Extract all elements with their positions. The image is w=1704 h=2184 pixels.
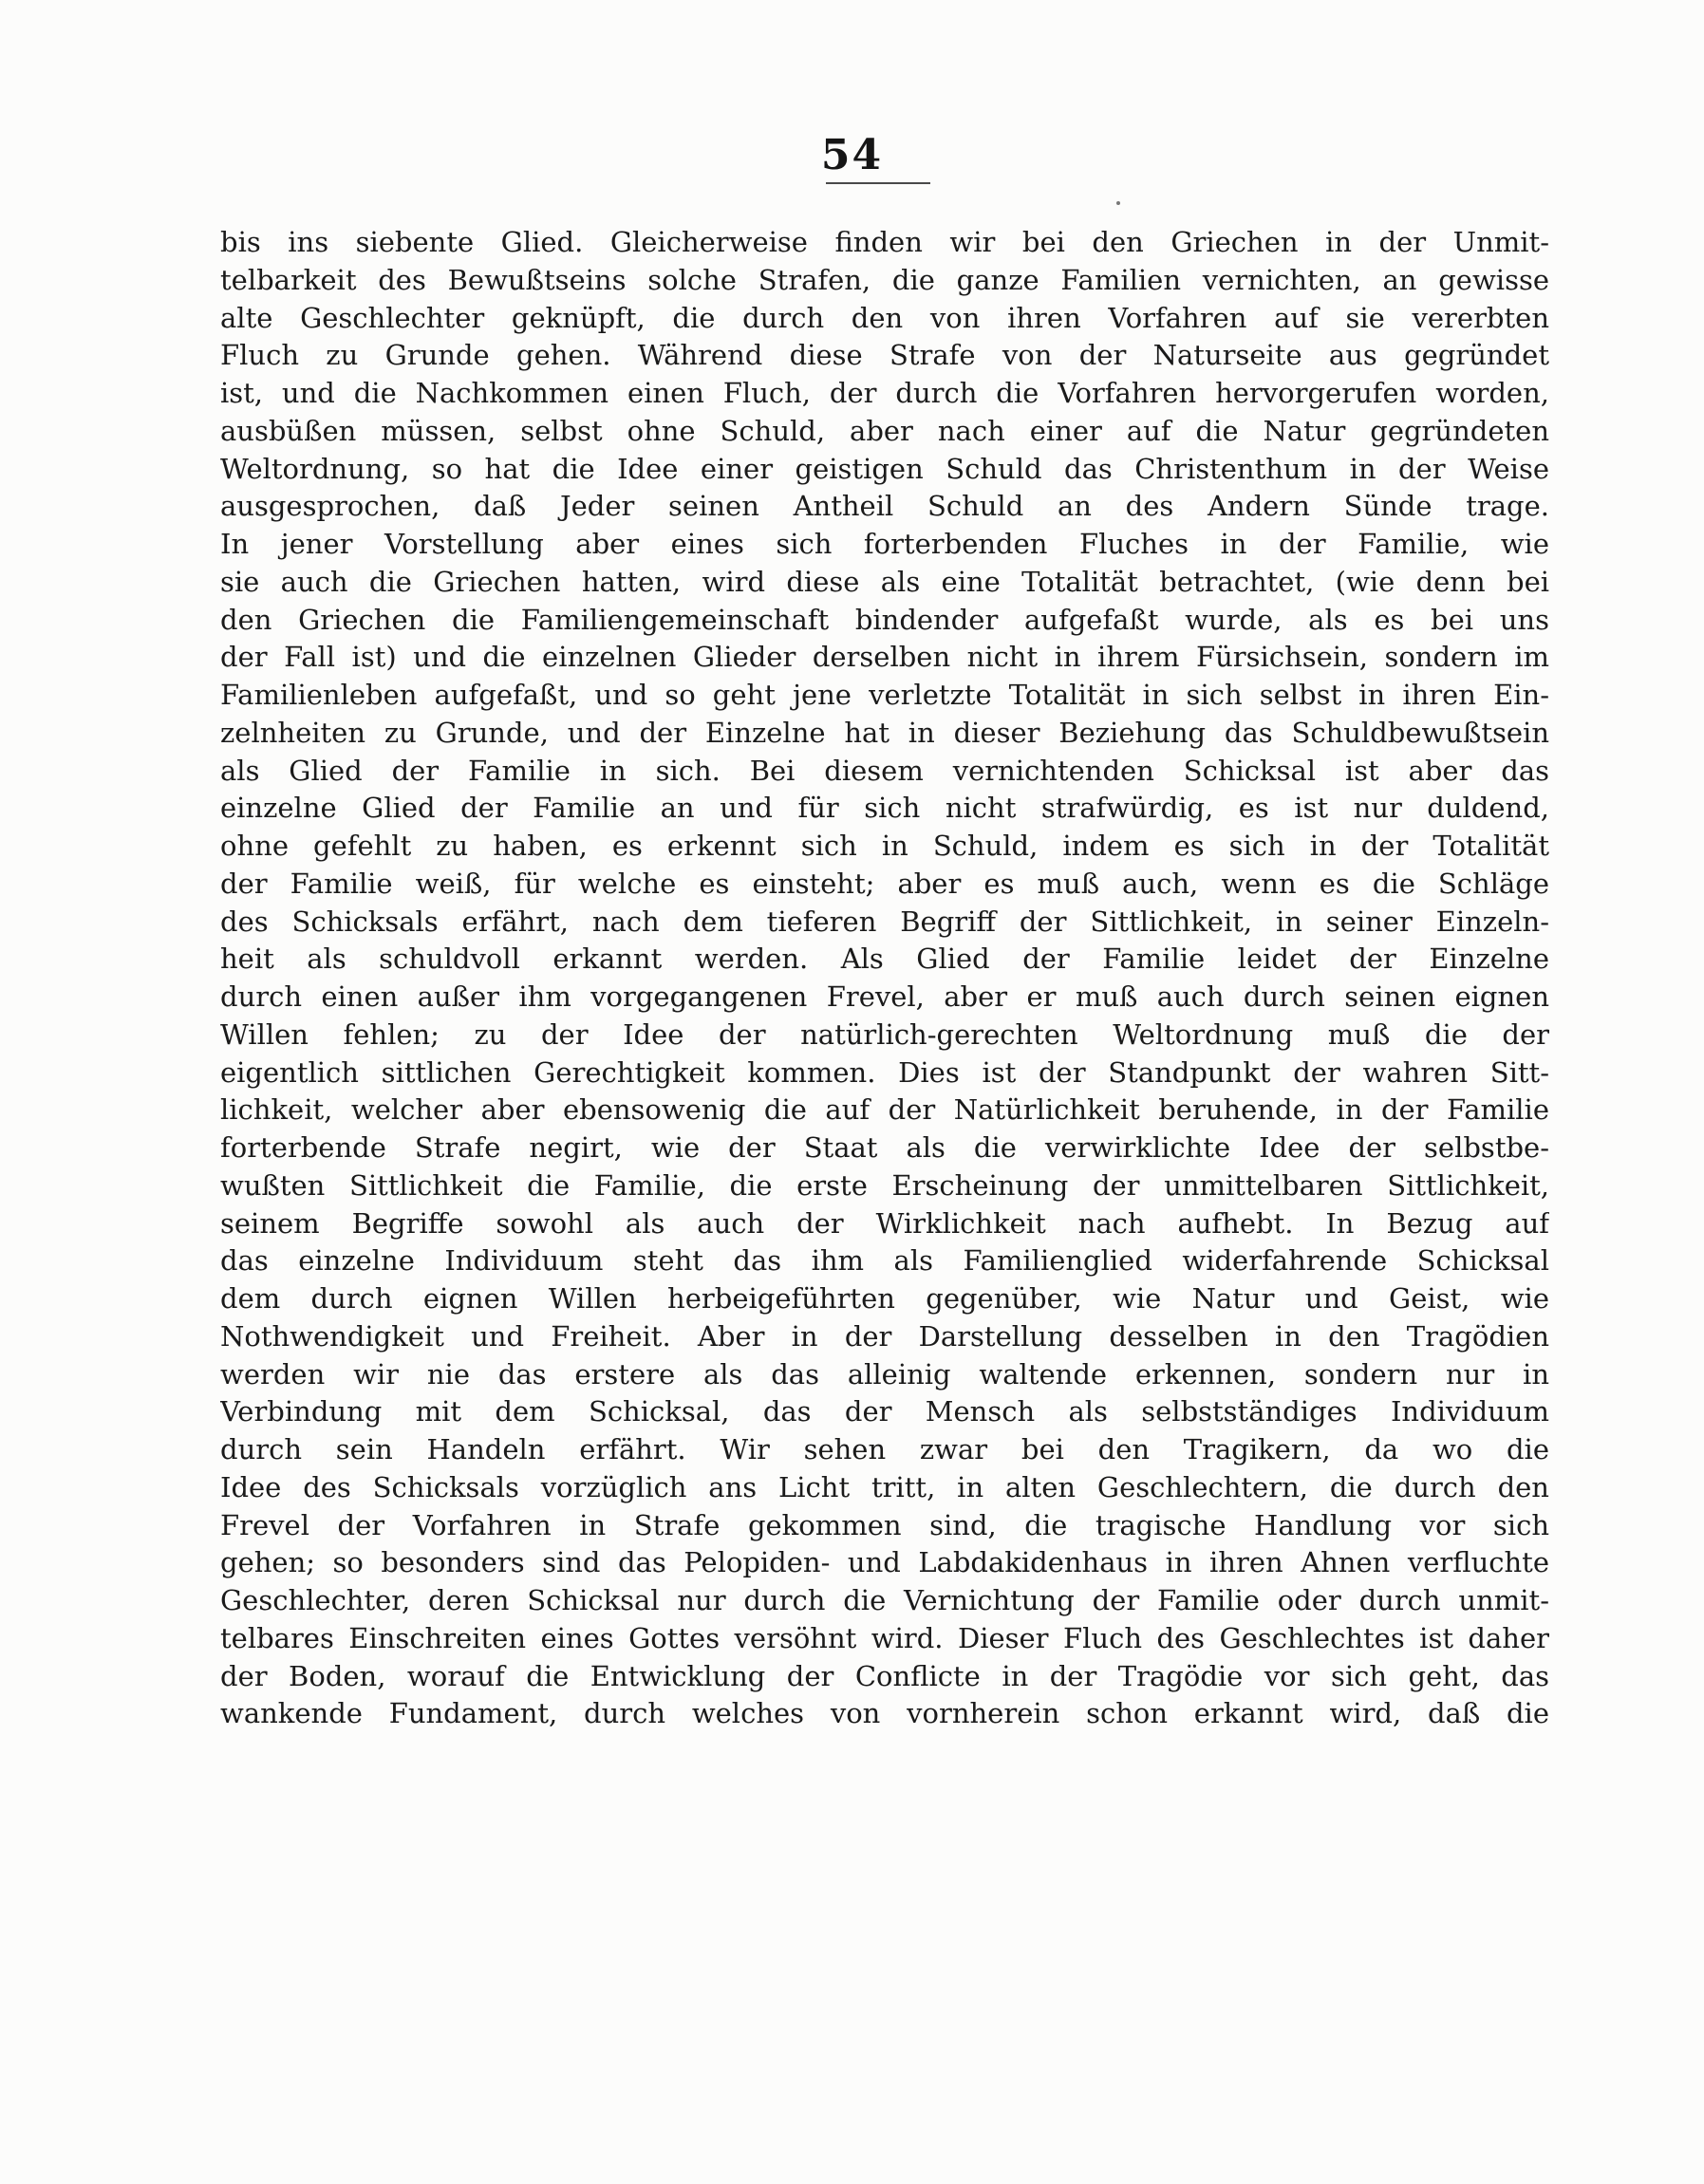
- text-line: werden wir nie das erstere als das alleinig waltende erkennen, sondern nur in: [220, 1357, 1549, 1391]
- text-line: durch sein Handeln erfährt. Wir sehen zwar bei den Tragikern, da wo die: [220, 1433, 1549, 1465]
- text-line: telbarkeit des Bewußtseins solche Strafen, die ganze Familien vernichten, an gewisse: [220, 263, 1549, 296]
- text-line: Willen fehlen; zu der Idee der natürlich-gerechten Weltordnung muß die der: [220, 1017, 1549, 1051]
- text-line: bis ins siebente Glied. Gleicherweise finden wir bei den Griechen in der Unmit-: [220, 226, 1549, 258]
- text-line: das einzelne Individuum steht das ihm als Familienglied widerfahrende Schicksal: [220, 1244, 1549, 1278]
- text-line: als Glied der Familie in sich. Bei diesem vernichtenden Schicksal ist aber das: [220, 754, 1549, 787]
- text-line: alte Geschlechter geknüpft, die durch den von ihren Vorfahren auf sie vererbten: [220, 301, 1549, 334]
- paper-speck: [1116, 201, 1120, 205]
- text-line: ausbüßen müssen, selbst ohne Schuld, aber nach einer auf die Natur gegründeten: [220, 414, 1549, 447]
- text-line: Weltordnung, so hat die Idee einer geistigen Schuld das Christenthum in der Weise: [220, 452, 1549, 485]
- page-number-rule: [826, 182, 930, 184]
- text-line: wankende Fundament, durch welches von vornherein schon erkannt wird, daß die: [220, 1697, 1549, 1730]
- text-line: Familienleben aufgefaßt, und so geht jene verletzte Totalität in sich selbst in ihren Ein-: [220, 679, 1549, 711]
- text-line: der Boden, worauf die Entwicklung der Conflicte in der Tragödie vor sich geht, das: [220, 1659, 1549, 1692]
- text-line: ausgesprochen, daß Jeder seinen Antheil Schuld an des Andern Sünde trage.: [220, 490, 1549, 523]
- text-line: des Schicksals erfährt, nach dem tieferen Begriff der Sittlichkeit, in seiner Einzeln-: [220, 905, 1549, 938]
- text-line: der Fall ist) und die einzelnen Glieder derselben nicht in ihrem Fürsichsein, sondern im: [220, 641, 1549, 674]
- text-line: Verbindung mit dem Schicksal, das der Mensch als selbstständiges Individuum: [220, 1395, 1549, 1428]
- text-line: ohne gefehlt zu haben, es erkennt sich in Schuld, indem es sich in der Totalität: [220, 830, 1549, 862]
- text-line: sie auch die Griechen hatten, wird diese als eine Totalität betrachtet, (wie denn bei: [220, 565, 1549, 598]
- text-line: forterbende Strafe negirt, wie der Staat als die verwirklichte Idee der selbstbe-: [220, 1131, 1549, 1164]
- text-line: wußten Sittlichkeit die Familie, die erste Erscheinung der unmittelbaren Sittlichkeit,: [220, 1168, 1549, 1202]
- text-line: den Griechen die Familiengemeinschaft bindender aufgefaßt wurde, als es bei uns: [220, 603, 1549, 636]
- text-line: einzelne Glied der Familie an und für sich nicht strafwürdig, es ist nur duldend,: [220, 792, 1549, 825]
- text-line: dem durch eignen Willen herbeigeführten gegenüber, wie Natur und Geist, wie: [220, 1282, 1549, 1315]
- text-line: Nothwendigkeit und Freiheit. Aber in der Darstellung desselben in den Tragödien: [220, 1319, 1549, 1353]
- text-line: In jener Vorstellung aber eines sich forterbenden Fluches in der Familie, wie: [220, 528, 1549, 560]
- text-line: ist, und die Nachkommen einen Fluch, der durch die Vorfahren hervorgerufen worden,: [220, 377, 1549, 409]
- text-line: Fluch zu Grunde gehen. Während diese Strafe von der Naturseite aus gegründet: [220, 339, 1549, 372]
- text-line: telbares Einschreiten eines Gottes versöhnt wird. Dieser Fluch des Geschlechtes ist daher: [220, 1621, 1549, 1654]
- text-line: durch einen außer ihm vorgegangenen Frevel, aber er muß auch durch seinen eignen: [220, 980, 1549, 1013]
- text-line: lichkeit, welcher aber ebensowenig die auf der Natürlichkeit beruhende, in der Familie: [220, 1093, 1549, 1127]
- text-line: Frevel der Vorfahren in Strafe gekommen sind, die tragische Handlung vor sich: [220, 1508, 1549, 1541]
- text-line: eigentlich sittlichen Gerechtigkeit kommen. Dies ist der Standpunkt der wahren Sitt-: [220, 1055, 1549, 1089]
- text-line: Geschlechter, deren Schicksal nur durch die Vernichtung der Familie oder durch unmit-: [220, 1584, 1549, 1616]
- text-line: Idee des Schicksals vorzüglich ans Licht tritt, in alten Geschlechtern, die durch den: [220, 1470, 1549, 1503]
- text-line: gehen; so besonders sind das Pelopiden- und Labdakidenhaus in ihren Ahnen verfluchte: [220, 1546, 1549, 1579]
- page-number: 54: [820, 131, 884, 179]
- text-line: der Familie weiß, für welche es einsteht; aber es muß auch, wenn es die Schläge: [220, 867, 1549, 900]
- body-text: [220, 224, 1549, 1733]
- text-line: heit als schuldvoll erkannt werden. Als Glied der Familie leidet der Einzelne: [220, 943, 1549, 976]
- text-line: seinem Begriffe sowohl als auch der Wirklichkeit nach aufhebt. In Bezug auf: [220, 1206, 1549, 1240]
- text-line: zelnheiten zu Grunde, und der Einzelne hat in dieser Beziehung das Schuldbewußtsein: [220, 716, 1549, 749]
